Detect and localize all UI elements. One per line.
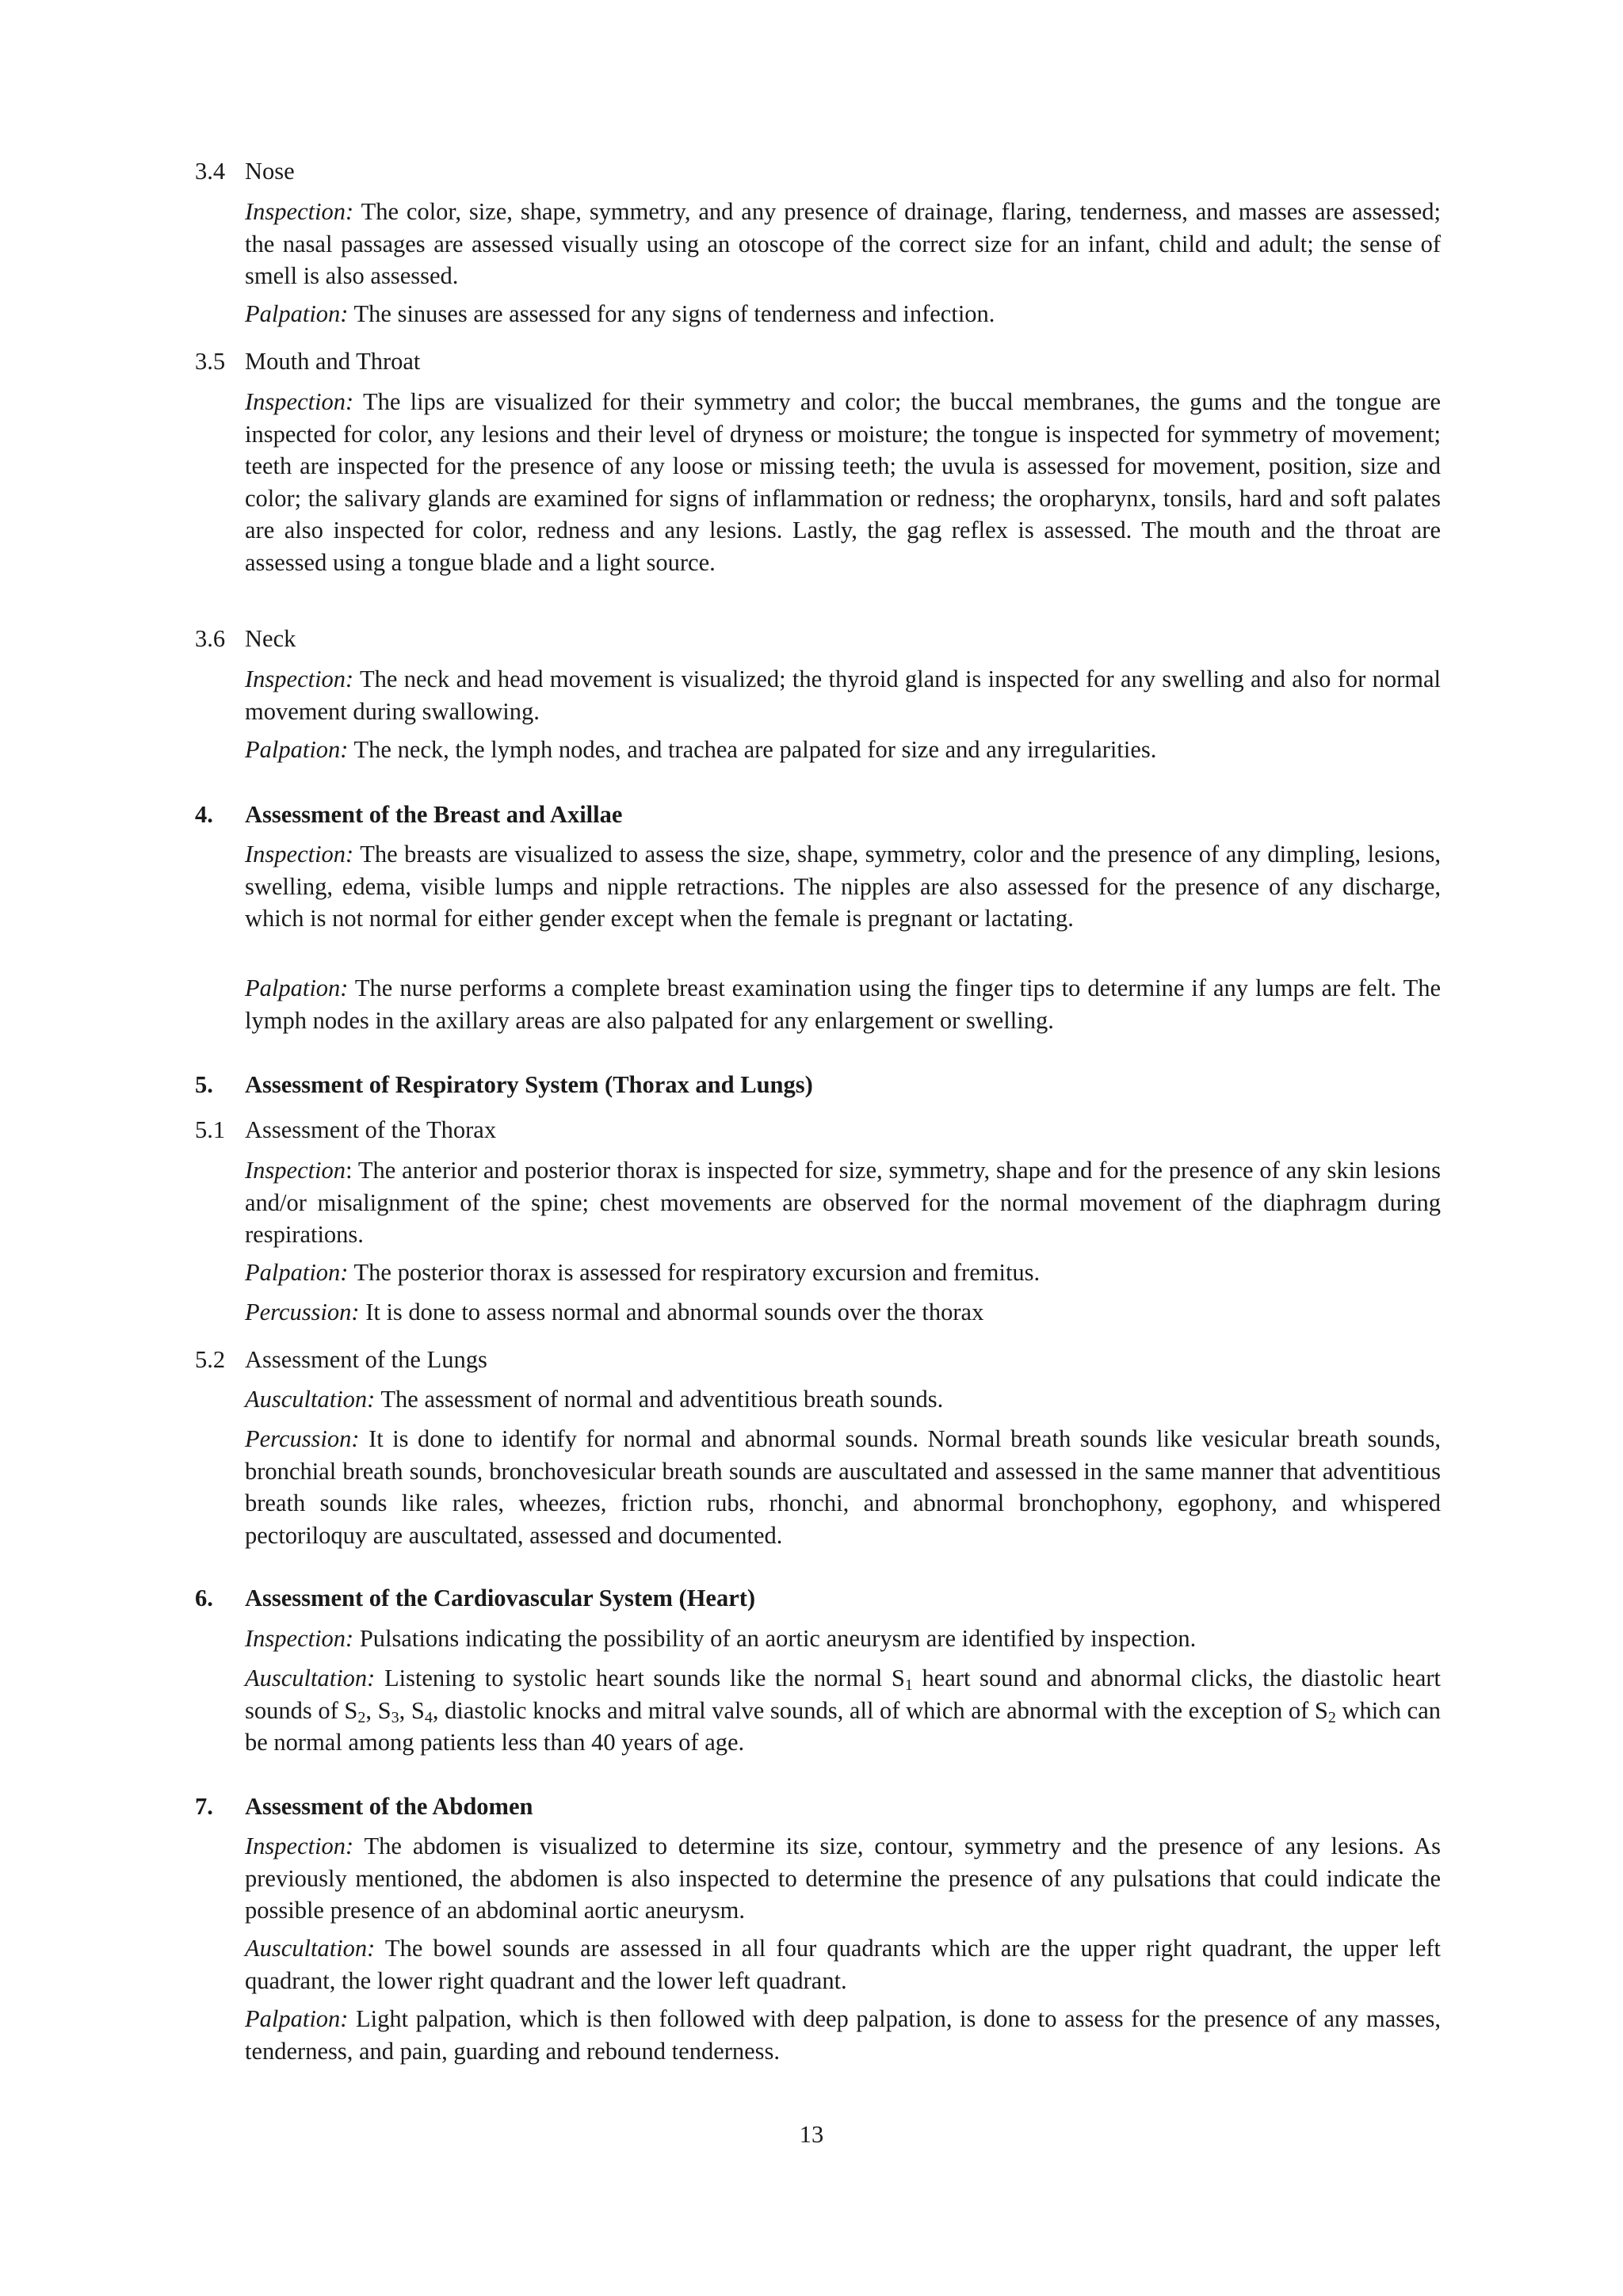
text: The neck and head movement is visualized; the thyroid gland is inspected for any swelling and also for normal movement during swallowing. [245, 666, 1441, 725]
label: Inspection [245, 1157, 346, 1184]
text: : The anterior and posterior thorax is inspected for size, symmetry, shape and for the presence of any skin lesions and/or misalignment of the spine; chest movements are observed for the normal movement of the diaphragm during respirations. [245, 1157, 1441, 1248]
text: Pulsations indicating the possibility of an aortic aneurysm are identified by inspection. [353, 1625, 1197, 1652]
paragraph [245, 298, 1441, 330]
label: Inspection: [245, 1833, 354, 1859]
text: The nurse performs a complete breast examination using the finger tips to determine if any lumps are felt. The lymph nodes in the axillary areas are also palpated for any enlargement or swelling. [245, 974, 1441, 1034]
label: Inspection: [245, 1625, 354, 1652]
section-number: 6. [195, 1585, 213, 1611]
subsection-number: 3.5 [195, 348, 226, 375]
section-title-respiratory: Assessment of Respiratory System (Thorax and Lungs) [245, 1071, 813, 1098]
subsection-title-nose: Nose [245, 158, 295, 185]
paragraph [245, 663, 1441, 727]
paragraph [245, 734, 1441, 766]
subsection-number: 3.4 [195, 158, 226, 185]
text: The abdomen is visualized to determine its size, contour, symmetry and the presence of any lesions. As previously mentioned, the abdomen is also inspected to determine the presence of any pulsations that could indicate the possible presence of an abdominal aortic aneurysm. [245, 1833, 1441, 1924]
label: Auscultation: [245, 1665, 376, 1691]
section-title-breast: Assessment of the Breast and Axillae [245, 801, 623, 828]
text: The sinuses are assessed for any signs of tenderness and infection. [348, 300, 995, 327]
text: , diastolic knocks and mitral valve sounds, all of which are abnormal with the exception of S [432, 1696, 1328, 1724]
paragraph [245, 972, 1441, 1036]
subsection-number: 3.6 [195, 625, 226, 652]
text: The color, size, shape, symmetry, and any presence of drainage, flaring, tenderness, and masses are assessed; the nasal passages are assessed visually using an otoscope of the correct size for an infant, child and adult; the sense of smell is also assessed. [245, 198, 1441, 289]
label: Inspection: [245, 841, 354, 868]
page-number: 13 [799, 2121, 824, 2148]
subscript: 1 [904, 1676, 913, 1694]
label: Percussion: [245, 1425, 360, 1452]
subsection-title-mouth-throat: Mouth and Throat [245, 348, 421, 375]
paragraph [245, 196, 1441, 292]
label: Palpation: [245, 300, 349, 327]
text: Light palpation, which is then followed with deep palpation, is done to assess for the presence of any masses, tenderness, and pain, guarding and rebound tenderness. [245, 2005, 1441, 2065]
text: Listening to systolic heart sounds like the normal S [375, 1665, 905, 1691]
subsection-number: 5.1 [195, 1116, 226, 1143]
subscript: 3 [391, 1708, 399, 1726]
paragraph [245, 1423, 1441, 1551]
text: The bowel sounds are assessed in all four quadrants which are the upper right quadrant, the upper left quadrant, the lower right quadrant and the lower left quadrant. [245, 1935, 1441, 1994]
label: Palpation: [245, 2005, 349, 2032]
label: Palpation: [245, 974, 349, 1001]
text: which can be normal among patients less than 40 years of age. [245, 1696, 1442, 1756]
paragraph [245, 1383, 1441, 1416]
text: heart sound and abnormal clicks, the diastolic heart sounds of S [245, 1665, 1441, 1724]
section-number: 5. [195, 1071, 213, 1098]
text: The posterior thorax is assessed for respiratory excursion and fremitus. [348, 1259, 1041, 1286]
subsection-number: 5.2 [195, 1346, 226, 1373]
paragraph [245, 1154, 1441, 1251]
paragraph [245, 2003, 1441, 2067]
subscript: 4 [424, 1708, 433, 1726]
paragraph [245, 838, 1441, 935]
paragraph [245, 1257, 1441, 1289]
label: Palpation: [245, 736, 349, 763]
subscript: 2 [1327, 1708, 1336, 1726]
text: The neck, the lymph nodes, and trachea are palpated for size and any irregularities. [348, 736, 1157, 763]
paragraph [245, 1932, 1441, 1997]
paragraph [245, 386, 1441, 578]
paragraph [245, 1830, 1441, 1927]
paragraph [245, 1296, 1441, 1329]
subscript: 2 [357, 1708, 366, 1726]
label: Percussion: [245, 1299, 360, 1325]
label: Auscultation: [245, 1935, 376, 1962]
text: The assessment of normal and adventitious breath sounds. [375, 1386, 944, 1413]
text: , S [399, 1696, 425, 1724]
label: Inspection: [245, 388, 354, 415]
text: , S [365, 1696, 391, 1724]
section-title-cardiovascular: Assessment of the Cardiovascular System (Heart) [245, 1585, 756, 1611]
subsection-title-thorax: Assessment of the Thorax [245, 1116, 497, 1143]
subsection-title-lungs: Assessment of the Lungs [245, 1346, 487, 1373]
label: Palpation: [245, 1259, 349, 1286]
text: The breasts are visualized to assess the size, shape, symmetry, color and the presence of any dimpling, lesions, swelling, edema, visible lumps and nipple retractions. The nipples are also assessed for the presence of any discharge, which is not normal for either gender except when the female is pregnant or lactating. [245, 841, 1441, 932]
text: It is done to assess normal and abnormal sounds over the thorax [359, 1299, 984, 1325]
label: Inspection: [245, 666, 354, 692]
section-number: 4. [195, 801, 213, 828]
text: It is done to identify for normal and abnormal sounds. Normal breath sounds like vesicular breath sounds, bronchial breath sounds, bronchovesicular breath sounds are auscultated and assessed in the same manner that adventitious breath sounds like rales, wheezes, friction rubs, rhonchi, and abnormal bronchophony, egophony, and whispered pectoriloquy are auscultated, assessed and documented. [245, 1425, 1441, 1549]
subsection-title-neck: Neck [245, 625, 296, 652]
paragraph [245, 1623, 1441, 1655]
label: Auscultation: [245, 1386, 376, 1413]
label: Inspection: [245, 198, 354, 225]
section-title-abdomen: Assessment of the Abdomen [245, 1793, 533, 1820]
text: The lips are visualized for their symmetry and color; the buccal membranes, the gums and the tongue are inspected for color, any lesions and their level of dryness or moisture; the tongue is inspected for symmetry of movement; teeth are inspected for the presence of any loose or missing teeth; the uvula is assessed for movement, position, size and color; the salivary glands are examined for signs of inflammation or redness; the oropharynx, tonsils, hard and soft palates are also inspected for color, redness and any lesions. Lastly, the gag reflex is assessed. The mouth and the throat are assessed using a tongue blade and a light source. [245, 388, 1441, 576]
paragraph [245, 1662, 1441, 1759]
section-number: 7. [195, 1793, 213, 1820]
